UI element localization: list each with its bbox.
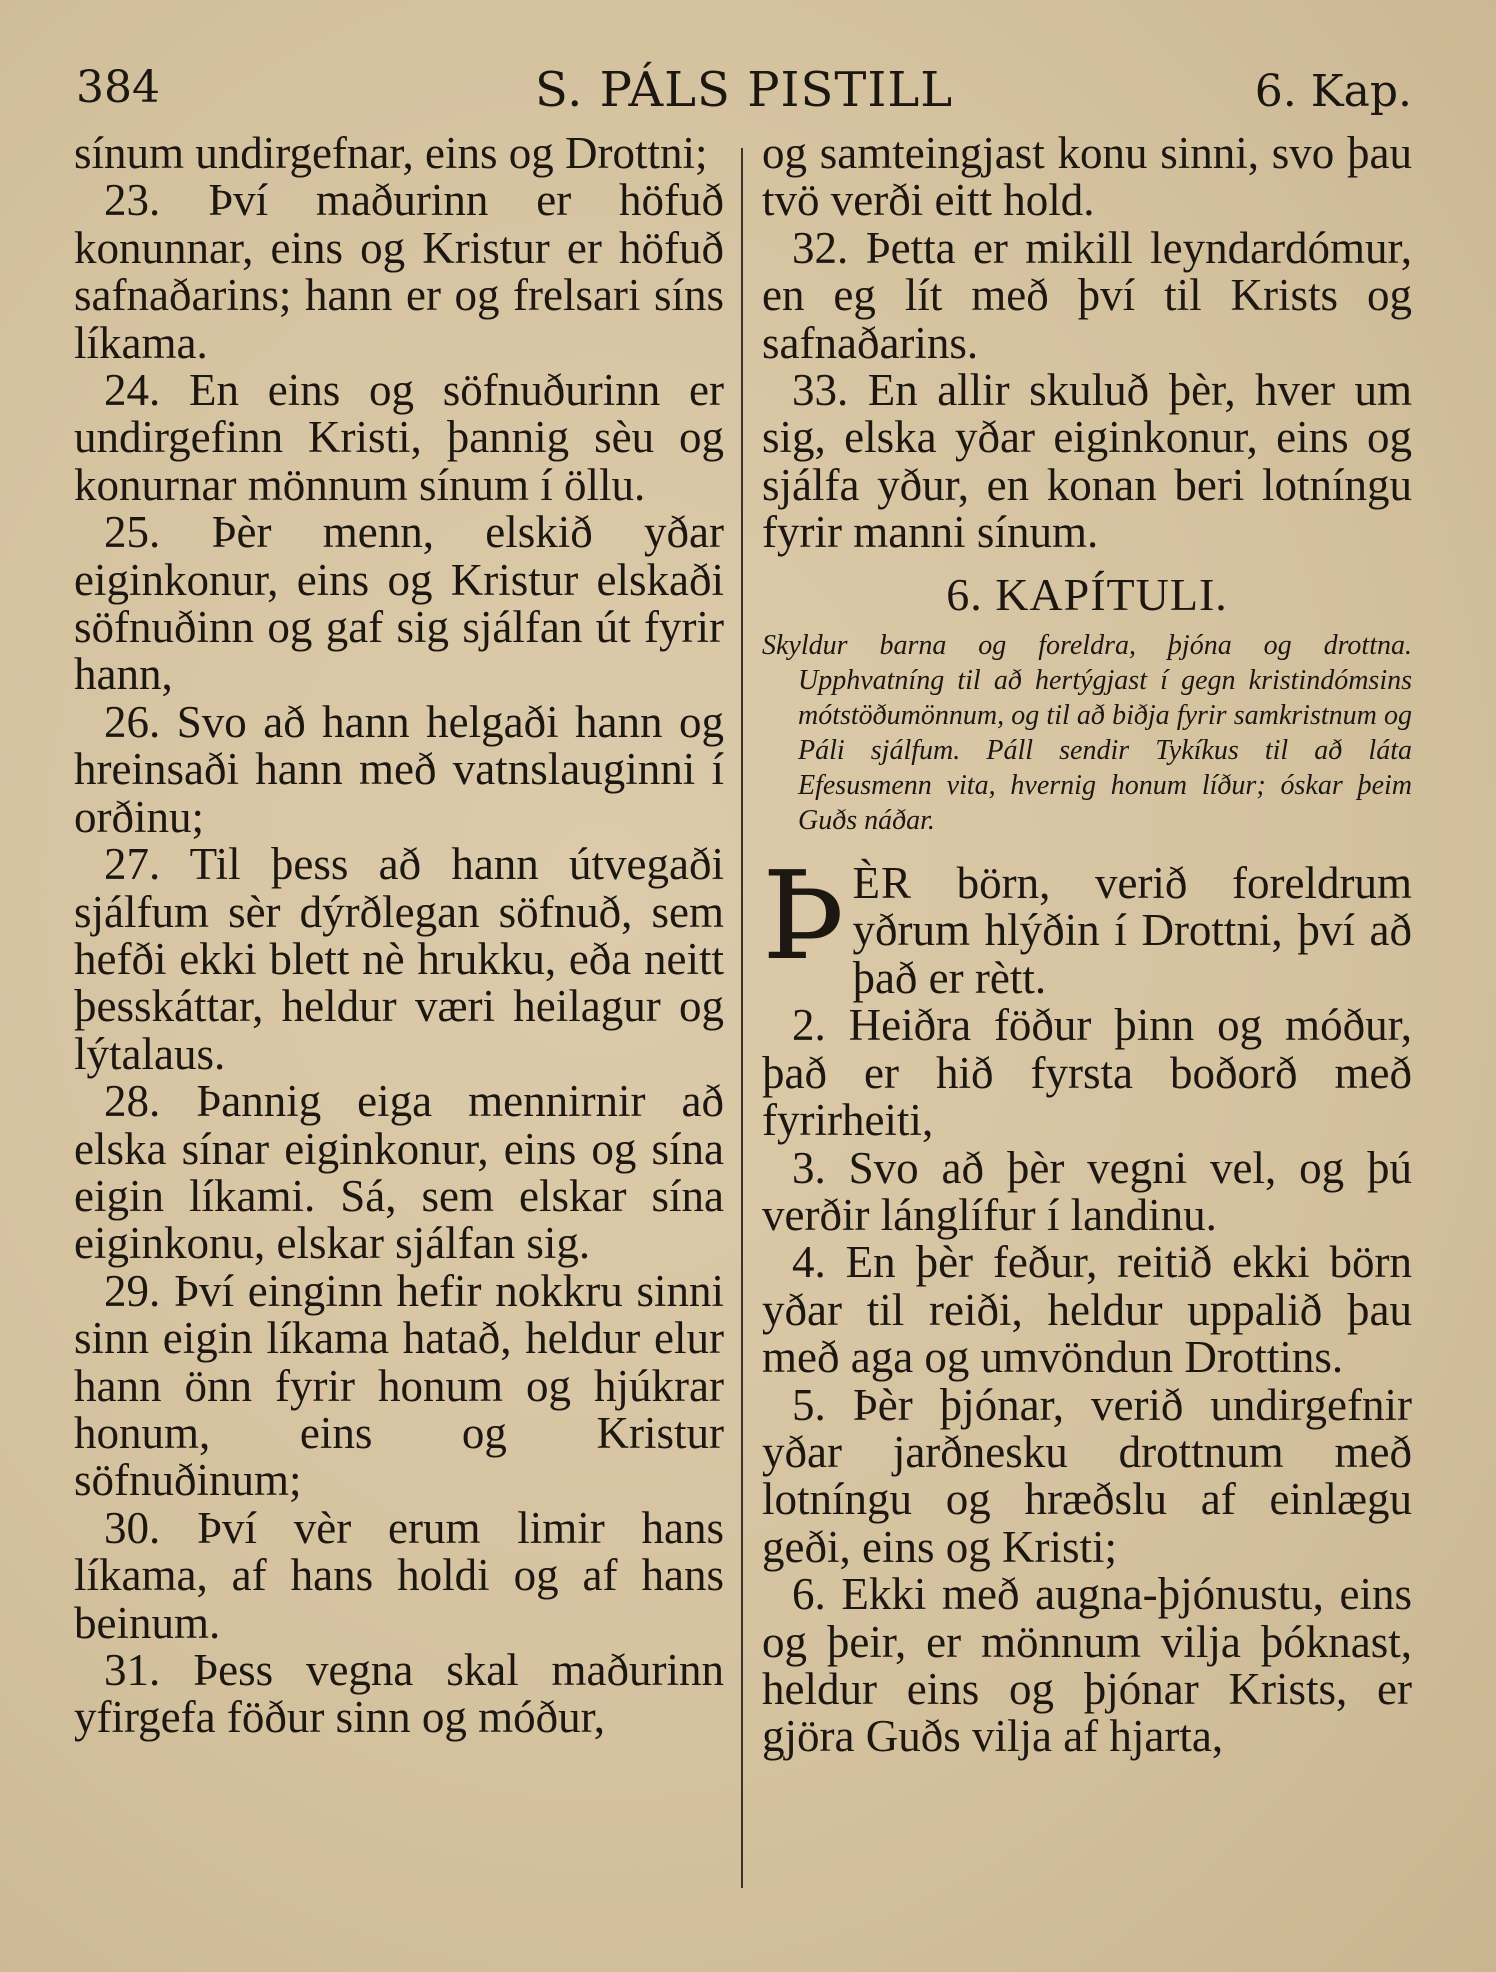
verse-27: 27. Til þess að hann útvegaði sjálfum sèr dýrðlegan söfnuð, sem hefði ekki blett nè hrukku, eða neitt þesskáttar, heldur væri heilagur og lýtalaus. (74, 839, 724, 1079)
chapter-heading: 6. KAPÍTULI. (946, 568, 1228, 620)
verse-28: 28. Þannig eiga mennirnir að elska sínar eiginkonur, eins og sína eigin líkami. Sá, sem elskar sína eiginkonu, elskar sjálfan sig. (74, 1076, 724, 1269)
verse-24: 24. En eins og söfnuðurinn er undirgefinn Kristi, þannig sèu og konurnar mönnum sínum í öllu. (74, 365, 724, 510)
verse-23: 23. Því maðurinn er höfuð konunnar, eins og Kristur er höfuð safnaðarins; hann er og frelsari síns líkama. (74, 175, 724, 368)
running-header (76, 62, 1412, 132)
opening-smallcaps: ÈR (852, 858, 912, 909)
right-column (762, 130, 1412, 1761)
running-title: S. PÁLS PISTILL (534, 62, 954, 118)
chapter-summary: Skyldur barna og foreldra, þjóna og drottna. Upphvatníng til að hertýgjast í gegn kristindómsins mótstöðumönnum, og til að biðja fyrir samkristnum og Páli sjálfum. Páll sendir Tykíkus til að láta Efesusmenn vita, hvernig honum líður; óskar þeim Guðs náðar. (762, 630, 1412, 837)
opening-text: börn, verið foreldrum yðrum hlýðin í Drottni, því að það er rètt. (852, 858, 1412, 1003)
verse-6: 6. Ekki með augna-þjónustu, eins og þeir, er mönnum vilja þóknast, heldur eins og þjónar Krists, er gjöra Guðs vilja af hjarta, (762, 1569, 1412, 1762)
verse-31: 31. Þess vegna skal maðurinn yfirgefa föður sinn og móður, (74, 1645, 724, 1743)
verse-29: 29. Því einginn hefir nokkru sinni sinn eigin líkama hatað, heldur elur hann önn fyrir honum og hjúkrar honum, eins og Kristur söfnuðinum; (74, 1265, 724, 1506)
left-column (74, 130, 724, 1742)
chapter-label: 6. Kap. (1254, 66, 1412, 117)
verse-3: 3. Svo að þèr vegni vel, og þú verðir lánglífur í landinu. (762, 1142, 1412, 1240)
drop-cap: Þ (762, 845, 845, 988)
verse-26: 26. Svo að hann helgaði hann og hreinsaði hann með vatnslauginni í orðinu; (74, 696, 724, 842)
verse-32: 32. Þetta er mikill leyndardómur, en eg lít með því til Krists og safnaðarins. (762, 222, 1412, 368)
verse-1 (762, 845, 1412, 1003)
verse-5: 5. Þèr þjónar, verið undirgefnir yðar jarðnesku drottnum með lotníngu og hræðslu af einlægu geði, eins og Kristi; (762, 1379, 1412, 1572)
page-number: 384 (76, 62, 160, 113)
verse-2: 2. Heiðra föður þinn og móður, það er hið fyrsta boðorð með fyrirheiti, (762, 1000, 1412, 1146)
column-rule (741, 148, 743, 1888)
continuation-text: sínum undirgefnar, eins og Drottni; (74, 128, 708, 178)
verse-25: 25. Þèr menn, elskið yðar eiginkonur, eins og Kristur elskaði söfnuðinn og gaf sig sjálfan út fyrir hann, (74, 507, 724, 700)
verse-30: 30. Því vèr erum limir hans líkama, af hans holdi og af hans beinum. (74, 1502, 724, 1648)
verse-4: 4. En þèr feður, reitið ekki börn yðar til reiði, heldur uppalið þau með aga og umvöndun Drottins. (762, 1237, 1412, 1383)
verse-33: 33. En allir skuluð þèr, hver um sig, elska yðar eiginkonur, eins og sjálfa yður, en konan beri lotníngu fyrir manni sínum. (762, 365, 1412, 558)
continuation-text: og samteingjast konu sinni, svo þau tvö verði eitt hold. (762, 128, 1412, 226)
